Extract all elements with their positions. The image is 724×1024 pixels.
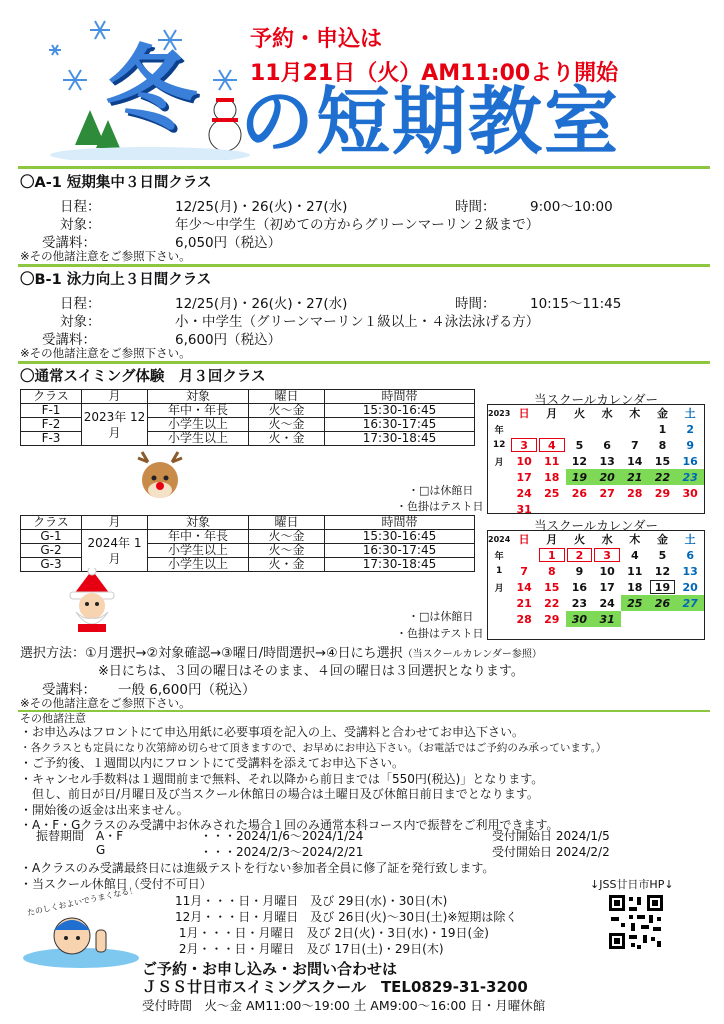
- holiday-heading: ・当スクール休館日（受付不可日）: [20, 877, 212, 891]
- month-cell: 2023年 12月: [82, 404, 148, 446]
- class-a-fee-label: 受講料：: [42, 235, 96, 251]
- time-cell: 16:30-17:45: [325, 544, 475, 558]
- class-a-time: 9:00〜10:00: [530, 199, 613, 215]
- hp-label: ↓JSS廿日市HP↓: [590, 878, 674, 891]
- calendar-day: 13: [599, 454, 615, 468]
- calendar-day: 28: [627, 486, 643, 500]
- holiday-row: 12月・・・日・月曜日 及び 26日(火)〜30日(土)※短期は除く: [175, 910, 518, 924]
- calendar-side-label: 2023: [488, 408, 511, 418]
- footer-contact-heading: ご予約・お申し込み・お問い合わせは: [142, 960, 398, 978]
- calendar-side-label: 1: [496, 566, 503, 576]
- class-b-fee-label: 受講料：: [42, 332, 96, 348]
- time-cell: 17:30-18:45: [325, 432, 475, 446]
- calendar-day: 10: [516, 454, 532, 468]
- calendar-weekday: 土: [684, 533, 696, 546]
- reserve-line1: 予約・申込は: [250, 27, 383, 52]
- swimmer-mascot: [22, 885, 140, 970]
- select-method-text: 選択方法：①月選択→②対象確認→③曜日/時間選択→④日にち選択: [20, 646, 403, 661]
- calendar-day: 15: [654, 454, 671, 468]
- calendar-day: 21: [516, 596, 532, 610]
- calendar-weekday: 日: [518, 407, 530, 420]
- calendar-weekday: 木: [629, 407, 641, 420]
- class-b-time: 10:15〜11:45: [530, 296, 622, 312]
- class-b-title: 〇B-1 泳力向上３日間クラス: [20, 272, 212, 288]
- calendar-day: [566, 421, 594, 437]
- class-code: G-3: [21, 558, 82, 572]
- calendar-day: 8: [658, 438, 667, 452]
- legend-test: ・色掛はテスト日: [396, 627, 484, 640]
- class-a-date-label: 日程：: [60, 199, 101, 215]
- class-a-fee: 6,050円（税込）: [175, 235, 282, 251]
- target-cell: 年中・年長: [148, 530, 249, 544]
- calendar-side-label: [488, 485, 510, 501]
- list-item: ・A・F・Gクラスのみ受講中お休みされた場合１回のみ通常本科コース内で振替をご利用できます。: [20, 818, 559, 832]
- calendar-day: [676, 611, 704, 627]
- transfer-group: A・F: [96, 829, 124, 843]
- calendar-day: [593, 501, 621, 517]
- calendar-day: [621, 611, 649, 627]
- calendar-day: 31: [593, 611, 621, 627]
- calendar-title: 当スクールカレンダー: [534, 392, 658, 407]
- calendar-day: 24: [599, 596, 615, 610]
- col-header-class: クラス: [21, 390, 82, 404]
- calendar-day: 24: [516, 486, 532, 500]
- calendar-week-row: [488, 421, 704, 437]
- f-class-table: [20, 389, 475, 446]
- class-a-note: ※その他諸注意をご参照下さい。: [20, 249, 191, 263]
- class-code: F-1: [21, 404, 82, 418]
- transfer-group: G: [96, 843, 106, 857]
- calendar-title: 当スクールカレンダー: [534, 518, 658, 533]
- select-method-small: （当スクールカレンダー参照）: [402, 649, 542, 660]
- calendar-day: 23: [676, 469, 704, 485]
- title-winter-char: 冬: [105, 36, 198, 143]
- calendar-day: 26: [571, 486, 588, 500]
- santa-illustration: [60, 568, 125, 633]
- calendar-day: 23: [571, 596, 588, 610]
- calendar-day: 14: [627, 454, 643, 468]
- calendar-day: [649, 611, 677, 627]
- calendar-day: 10: [599, 564, 615, 578]
- calendar-day: 15: [544, 580, 560, 594]
- calendar-day: 6: [603, 438, 611, 452]
- transfer-period: ・・・2024/1/6〜2024/1/24: [200, 829, 364, 843]
- regular-title: 〇通常スイミング体験 月３回クラス: [20, 369, 266, 385]
- list-item: ・キャンセル手数料は１週間前まで無料、それ以降から前日までは「550円(税込)」となります。: [20, 771, 544, 786]
- calendar-weekday: 水: [601, 407, 613, 420]
- calendar-weekday: 木: [629, 533, 641, 546]
- note-a-class: ・Aクラスのみ受講最終日には進級テストを行ない参加者全員に修了証を発行致します。: [20, 861, 495, 875]
- weekday-cell: 火・金: [249, 432, 325, 446]
- calendar-week-row: [488, 547, 704, 563]
- calendar-day: 20: [593, 469, 621, 485]
- select-note: ※日にちは、３回の曜日はそのまま、４回の曜日は３回選択となります。: [98, 664, 524, 679]
- weekday-cell: 火〜金: [249, 544, 325, 558]
- calendar-table: [488, 405, 704, 517]
- reserve-line2: 11月21日（火）AM11:00より開始: [250, 61, 619, 86]
- class-b-note: ※その他諸注意をご参照下さい。: [20, 346, 191, 360]
- calendar-weekday: 水: [601, 533, 613, 546]
- calendar-day: 2: [566, 547, 594, 563]
- calendar-side-label: 月: [494, 583, 504, 594]
- holiday-row: 2月・・・日・月曜日 及び 17日(土)・29日(木): [175, 942, 444, 956]
- target-cell: 小学生以上: [148, 544, 249, 558]
- calendar-week-row: [488, 453, 704, 469]
- calendar-side-label: [488, 611, 510, 627]
- table-row: [21, 404, 475, 418]
- calendar-day: [621, 421, 649, 437]
- qr-code[interactable]: [607, 893, 665, 951]
- class-b-fee: 6,600円（税込）: [175, 332, 282, 348]
- regular-fee: 一般 6,600円（税込）: [118, 682, 256, 698]
- weekday-cell: 火〜金: [249, 404, 325, 418]
- class-code: G-2: [21, 544, 82, 558]
- divider: [18, 710, 710, 712]
- calendar-day: [593, 421, 621, 437]
- col-header-time: 時間帯: [325, 390, 475, 404]
- calendar-day: 27: [599, 486, 615, 500]
- calendar-side-label: [488, 501, 510, 517]
- calendar-day: 13: [682, 564, 698, 578]
- calendar-day: 3: [593, 547, 621, 563]
- class-b-date: 12/25(月)・26(火)・27(水): [175, 296, 348, 312]
- calendar-weekday: 月: [546, 533, 558, 546]
- calendar-day: 5: [658, 548, 667, 562]
- calendar-day: 21: [621, 469, 649, 485]
- calendar-day: 11: [627, 564, 643, 578]
- calendar-day: 22: [649, 469, 677, 485]
- calendar-day: 7: [630, 438, 639, 452]
- g-class-table: [20, 515, 475, 572]
- calendar-week-row: [488, 611, 704, 627]
- calendar-week-row: [488, 469, 704, 485]
- calendar-side-label: 年: [494, 425, 504, 436]
- legend-closed: ・□は休館日: [408, 610, 474, 623]
- class-a-date: 12/25(月)・26(火)・27(水): [175, 199, 348, 215]
- calendar-day: 18: [627, 580, 643, 594]
- calendar-day: 18: [544, 470, 560, 484]
- time-cell: 17:30-18:45: [325, 558, 475, 572]
- calendar-weekday: 火: [573, 407, 585, 420]
- calendar-week-row: [488, 437, 704, 453]
- calendar-day: 3: [510, 437, 538, 453]
- calendar-day: 9: [686, 438, 694, 452]
- class-code: F-3: [21, 432, 82, 446]
- calendar-weekday: 日: [518, 533, 530, 546]
- calendar-day: [621, 501, 649, 517]
- calendar-day: 31: [516, 502, 532, 516]
- class-code: F-2: [21, 418, 82, 432]
- calendar-week-row: [488, 501, 704, 517]
- calendar-weekday: 土: [684, 407, 696, 420]
- weekday-cell: 火・金: [249, 558, 325, 572]
- calendar-day: 8: [547, 564, 556, 578]
- class-a-target: 年少〜中学生（初めての方からグリーンマーリン２級まで）: [175, 217, 540, 233]
- class-b-target-label: 対象：: [60, 314, 101, 330]
- calendar-side-label: 2024: [488, 534, 511, 544]
- calendar-side-label: 12: [492, 440, 506, 450]
- calendar-day: [538, 421, 566, 437]
- calendar-december: [487, 392, 705, 516]
- month-cell: 2024年 1月: [82, 530, 148, 572]
- time-cell: 15:30-16:45: [325, 530, 475, 544]
- regular-note: ※その他諸注意をご参照下さい。: [20, 696, 191, 710]
- calendar-day: 5: [575, 438, 584, 452]
- calendar-day: [538, 501, 566, 517]
- transfer-period: ・・・2024/2/3〜2024/2/21: [200, 845, 364, 859]
- calendar-grid: [488, 531, 704, 627]
- calendar-day: 12: [571, 454, 588, 468]
- footer-hours: 受付時間 火〜金 AM11:00〜19:00 土 AM9:00〜16:00 日・月曜休館: [142, 998, 546, 1013]
- calendar-day: [510, 547, 538, 563]
- class-code: G-1: [21, 530, 82, 544]
- calendar-week-row: [488, 563, 704, 579]
- target-cell: 小学生以上: [148, 558, 249, 572]
- transfer-label: 振替期間: [36, 829, 85, 843]
- calendar-weekday: 金: [656, 533, 668, 546]
- target-cell: 小学生以上: [148, 418, 249, 432]
- calendar-day: 4: [630, 548, 639, 562]
- time-cell: 16:30-17:45: [325, 418, 475, 432]
- page-title: の短期教室: [240, 79, 620, 165]
- calendar-weekday: 火: [573, 533, 585, 546]
- calendar-day: 28: [516, 612, 532, 626]
- weekday-cell: 火〜金: [249, 530, 325, 544]
- calendar-day: 1: [538, 547, 566, 563]
- time-cell: 15:30-16:45: [325, 404, 475, 418]
- calendar-day: 30: [682, 486, 698, 500]
- calendar-day: 20: [682, 580, 698, 594]
- calendar-side-label: [488, 595, 510, 611]
- col-header-month: 月: [82, 390, 148, 404]
- calendar-week-row: [488, 595, 704, 611]
- holiday-row: 1月・・・日・月曜日 及び 2日(火)・3日(水)・19日(金): [175, 926, 489, 940]
- select-method: [20, 642, 542, 661]
- calendar-week-row: [488, 485, 704, 501]
- calendar-day: 7: [520, 564, 528, 578]
- calendar-day: 19: [649, 579, 677, 595]
- calendar-day: 16: [682, 454, 698, 468]
- calendar-side-label: [488, 469, 510, 485]
- divider: [18, 264, 710, 267]
- calendar-day: 6: [686, 548, 694, 562]
- calendar-day: 14: [516, 580, 532, 594]
- calendar-side-label: 年: [494, 551, 504, 562]
- transfer-start: 受付開始日 2024/1/5: [492, 829, 610, 843]
- calendar-january: [487, 518, 705, 640]
- list-item: 但し、前日が日/月曜日及び当スクール休館日の場合は土曜日及び休館日前日までとなります。: [20, 787, 539, 801]
- footer-school-phone: ＪＳＳ廿日市スイミングスクール TEL0829-31-3200: [142, 978, 528, 996]
- class-a-time-label: 時間：: [455, 199, 496, 215]
- reindeer-illustration: [130, 448, 190, 508]
- calendar-day: [676, 501, 704, 517]
- calendar-table: [488, 531, 704, 627]
- calendar-day: 16: [571, 580, 588, 594]
- calendar-day: 1: [658, 422, 667, 436]
- col-header-time: 時間帯: [325, 516, 475, 530]
- transfer-start: 受付開始日 2024/2/2: [492, 845, 610, 859]
- calendar-day: 25: [544, 486, 560, 500]
- col-header-weekday: 曜日: [249, 390, 325, 404]
- weekday-cell: 火〜金: [249, 418, 325, 432]
- calendar-day: 19: [566, 469, 594, 485]
- table-row: [21, 530, 475, 544]
- list-item: ・ご予約後、１週間以内にフロントにて受講料を添えてお申込下さい。: [20, 756, 405, 770]
- calendar-side-label: 月: [494, 457, 504, 468]
- calendar-day: 17: [599, 580, 615, 594]
- calendar-day: 4: [538, 437, 566, 453]
- calendar-day: 12: [654, 564, 671, 578]
- col-header-target: 対象: [148, 516, 249, 530]
- calendar-grid: [488, 405, 704, 517]
- class-b-time-label: 時間：: [455, 296, 496, 312]
- legend-test: ・色掛はテスト日: [396, 500, 484, 513]
- notes-list: [20, 725, 606, 834]
- calendar-day: [510, 421, 538, 437]
- legend-closed: ・□は休館日: [408, 484, 474, 497]
- calendar-day: [649, 501, 677, 517]
- calendar-day: 17: [516, 470, 532, 484]
- calendar-day: 11: [544, 454, 560, 468]
- notes-heading: その他諸注意: [20, 712, 86, 725]
- calendar-day: 29: [654, 486, 671, 500]
- class-a-target-label: 対象：: [60, 217, 101, 233]
- col-header-class: クラス: [21, 516, 82, 530]
- col-header-weekday: 曜日: [249, 516, 325, 530]
- calendar-day: 27: [676, 595, 704, 611]
- calendar-weekday: 金: [656, 407, 668, 420]
- col-header-target: 対象: [148, 390, 249, 404]
- calendar-week-row: [488, 579, 704, 595]
- calendar-day: 9: [575, 564, 584, 578]
- class-b-date-label: 日程：: [60, 296, 101, 312]
- divider: [18, 166, 710, 169]
- calendar-day: 22: [544, 596, 560, 610]
- divider: [18, 361, 710, 364]
- holiday-row: 11月・・・日・月曜日 及び 29日(水)・30日(木): [175, 894, 448, 908]
- list-item: ・各クラスとも定員になり次第締め切らせて頂きますので、お早めにお申込下さい。（お電話ではご予約のみ承っています。）: [20, 741, 607, 754]
- list-item: ・開始後の返金は出来ません。: [20, 802, 189, 817]
- calendar-weekday: 月: [546, 407, 558, 420]
- target-cell: 年中・年長: [148, 404, 249, 418]
- calendar-day: 25: [621, 595, 649, 611]
- mascot-speech: たのしくおよいでうまくなる！: [26, 885, 138, 918]
- calendar-day: 2: [686, 422, 694, 436]
- class-a-title: 〇A-1 短期集中３日間クラス: [20, 175, 212, 191]
- target-cell: 小学生以上: [148, 432, 249, 446]
- col-header-month: 月: [82, 516, 148, 530]
- calendar-day: 29: [544, 612, 560, 626]
- calendar-day: [566, 501, 594, 517]
- class-b-target: 小・中学生（グリーンマーリン１級以上・４泳法泳げる方）: [175, 314, 540, 330]
- calendar-day: 26: [649, 595, 677, 611]
- regular-fee-label: 受講料：: [42, 682, 96, 698]
- list-item: ・お申込みはフロントにて申込用紙に必要事項を記入の上、受講料と合わせてお申込下さい。: [20, 725, 525, 739]
- calendar-day: 30: [566, 611, 594, 627]
